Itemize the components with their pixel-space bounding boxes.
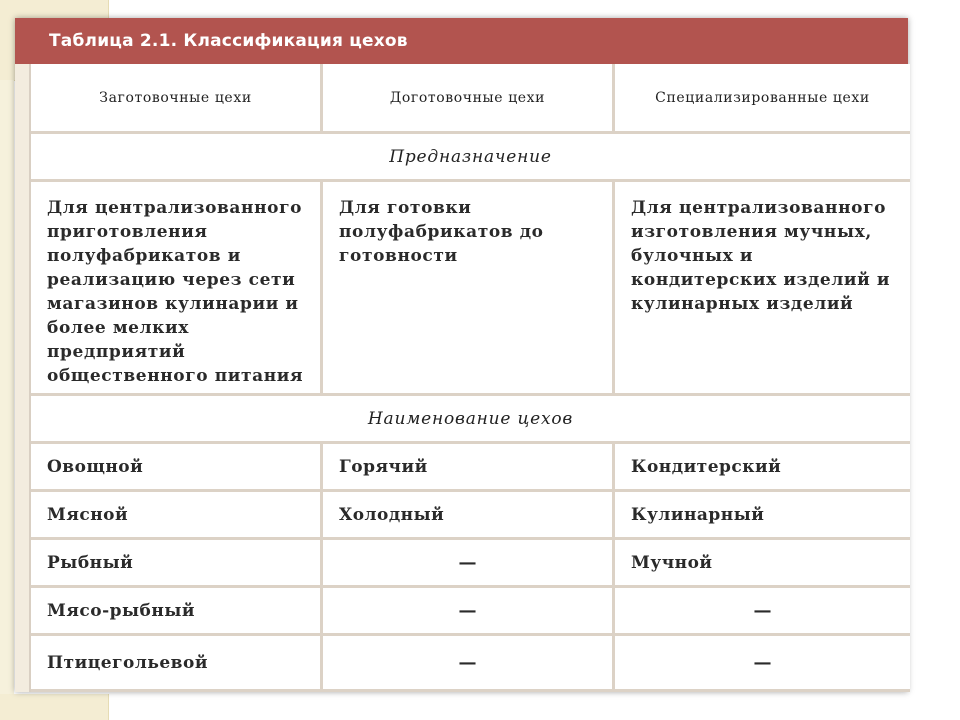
header-zagotovochnye: Заготовочные цехи bbox=[31, 64, 323, 134]
table-cell-empty: — bbox=[323, 540, 615, 588]
corner-decoration-bottom bbox=[0, 694, 109, 720]
table-cell-empty: — bbox=[615, 588, 910, 636]
table-cell-empty: — bbox=[323, 636, 615, 692]
section-names: Наименование цехов bbox=[31, 396, 910, 444]
table-cell: Овощной bbox=[31, 444, 323, 492]
table-cell: Кулинарный bbox=[615, 492, 910, 540]
table-cell: Кондитерский bbox=[615, 444, 910, 492]
table-cell-empty: — bbox=[615, 636, 910, 692]
table-cell-empty: — bbox=[323, 588, 615, 636]
table-grid bbox=[29, 64, 908, 692]
table-cell: Птицегольевой bbox=[31, 636, 323, 692]
table-title: Таблица 2.1. Классификация цехов bbox=[15, 18, 908, 64]
table-cell: Горячий bbox=[323, 444, 615, 492]
table-cell: Мясной bbox=[31, 492, 323, 540]
table-cell: Рыбный bbox=[31, 540, 323, 588]
table-cell: Холодный bbox=[323, 492, 615, 540]
section-purpose: Предназначение bbox=[31, 134, 910, 182]
table-cell: Мясо-рыбный bbox=[31, 588, 323, 636]
header-specializirovannye: Специализированные цехи bbox=[615, 64, 910, 134]
purpose-dogotovochnye: Для готовки полуфабрикатов до готовности bbox=[323, 182, 615, 396]
purpose-zagotovochnye: Для централизованного приготовления полуфабрикатов и реализацию через сети магазинов кулинарии и более мелких предприятий общественного питания bbox=[31, 182, 323, 396]
side-decoration-strip bbox=[0, 80, 14, 694]
table-cell: Мучной bbox=[615, 540, 910, 588]
purpose-specializirovannye: Для централизованного изготовления мучных, булочных и кондитерских изделий и кулинарных изделий bbox=[615, 182, 910, 396]
header-dogotovochnye: Доготовочные цехи bbox=[323, 64, 615, 134]
classification-table bbox=[15, 18, 908, 692]
